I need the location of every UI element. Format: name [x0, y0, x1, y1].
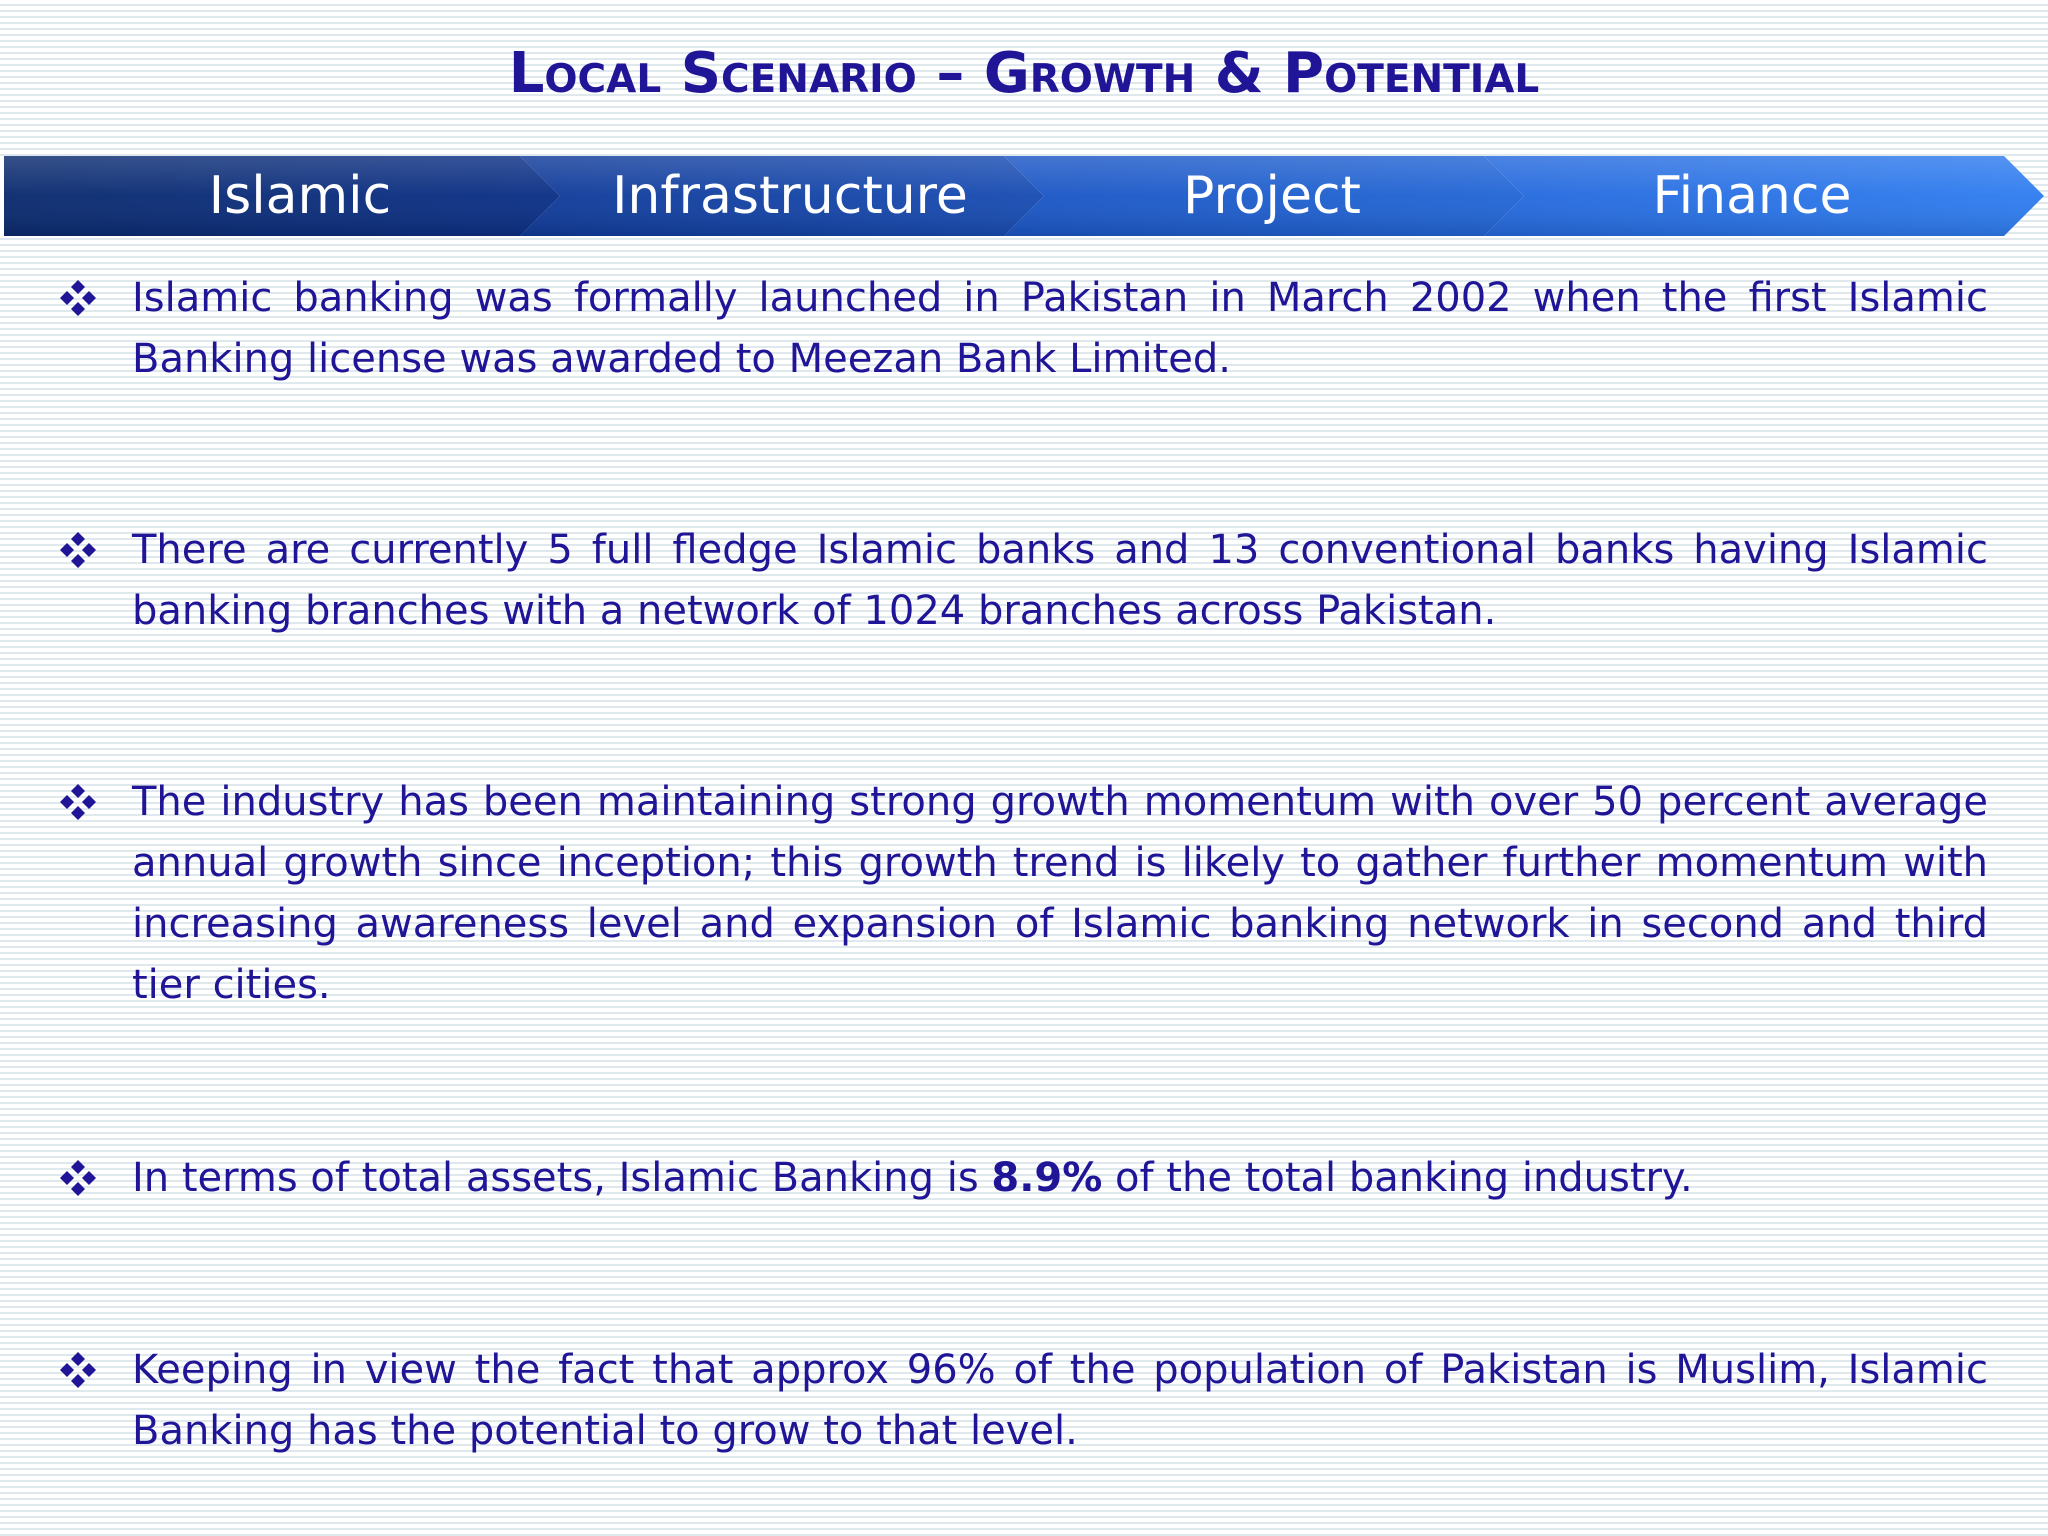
bullet-text — [132, 1148, 1988, 1209]
banner-label-islamic: Islamic — [208, 166, 392, 226]
four-diamond-bullet-icon — [56, 1348, 100, 1392]
four-diamond-bullet-icon — [56, 780, 100, 824]
bullet-text: Keeping in view the fact that approx 96% of the population of Pakistan is Muslim, Islamic Banking has the potential to grow to that level. — [132, 1347, 1988, 1454]
bullet-text: The industry has been maintaining strong growth momentum with over 50 percent average annual growth since inception; this growth trend is likely to gather further momentum with increasing awareness level and expansion of Islamic banking network in second and third tier cities. — [132, 779, 1988, 1008]
banner-label-infrastructure: Infrastructure — [612, 166, 968, 226]
bullet-text-before: In terms of total assets, Islamic Banking is — [132, 1155, 992, 1201]
assets-share-value: 8.9% — [991, 1155, 1103, 1201]
slide-title: Local Scenario – Growth & Potential — [508, 41, 1540, 106]
four-diamond-bullet-icon — [56, 276, 100, 320]
bullet-text: There are currently 5 full fledge Islamic banks and 13 conventional banks having Islamic banking branches with a network of 1024 branches across Pakistan. — [132, 527, 1988, 634]
banner-label-project: Project — [1183, 166, 1361, 226]
bullet-text-after: of the total banking industry. — [1102, 1155, 1693, 1201]
bullet-text: Islamic banking was formally launched in Pakistan in March 2002 when the first Islamic Banking license was awarded to Meezan Bank Limited. — [132, 275, 1988, 382]
banner-label-finance: Finance — [1652, 166, 1852, 226]
four-diamond-bullet-icon — [56, 1156, 100, 1200]
four-diamond-bullet-icon — [56, 528, 100, 572]
